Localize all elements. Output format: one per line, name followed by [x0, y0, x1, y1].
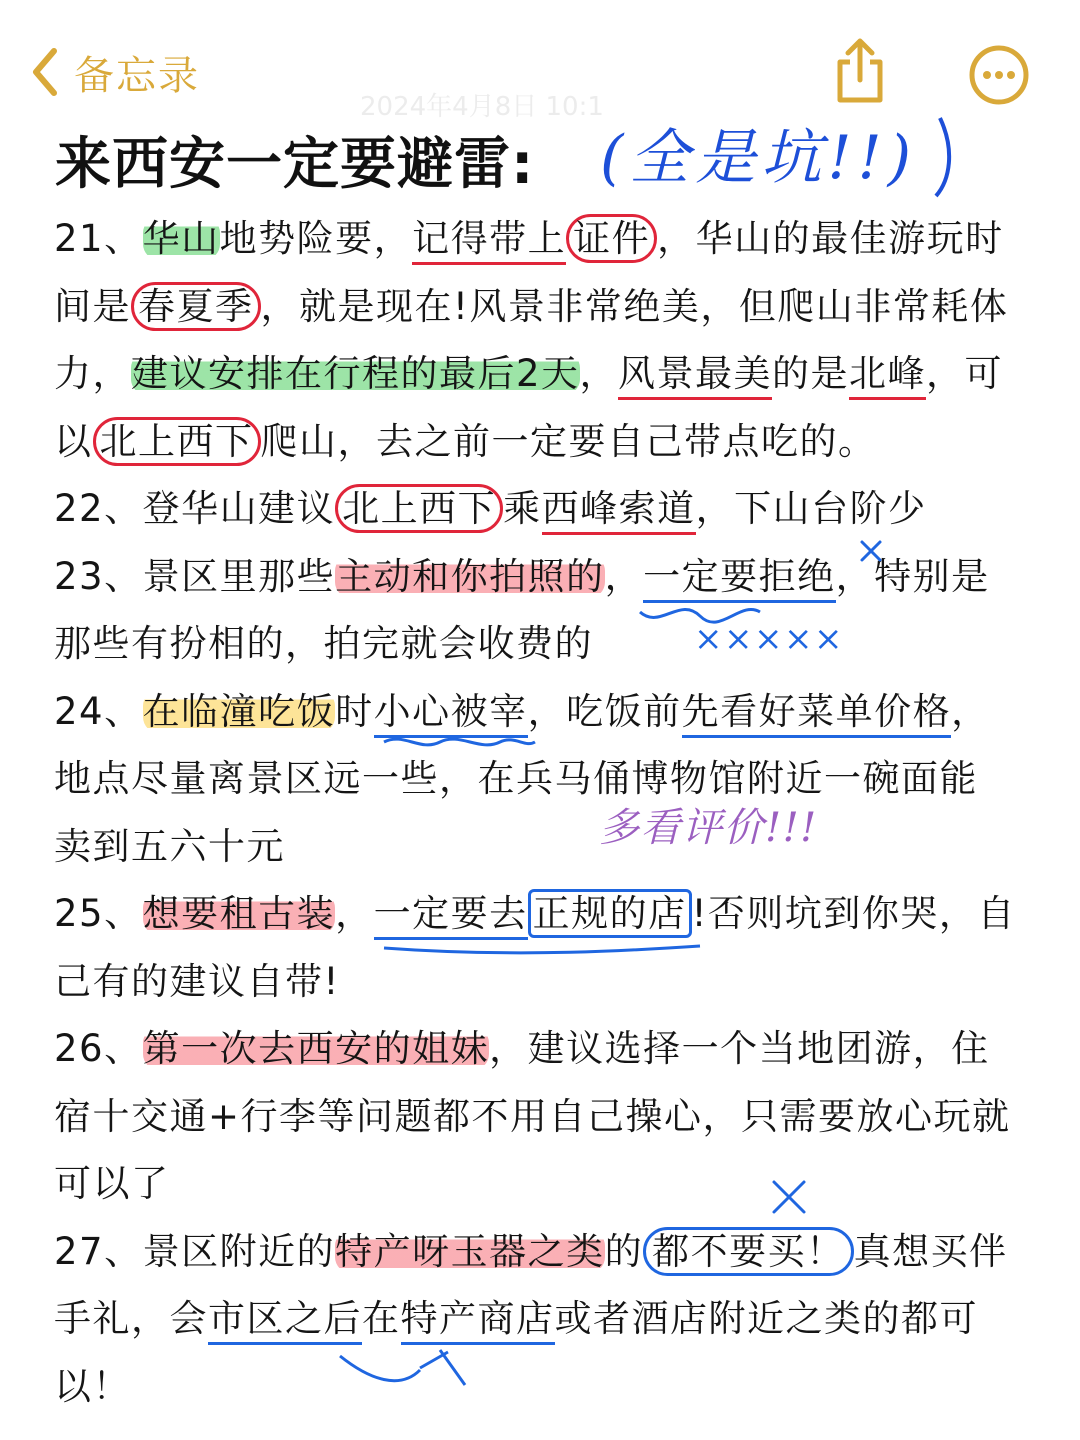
underline-blue: 小心被宰: [374, 690, 528, 738]
underline-red: 西峰索道: [542, 487, 696, 535]
note-line: 可以了: [54, 1162, 170, 1205]
note-line: 那些有扮相的，拍完就会收费的 ×××××: [54, 610, 1044, 678]
handwritten-title-note: (全是坑!!): [600, 123, 918, 193]
highlight-green: 华山: [142, 217, 220, 260]
note-line: 卖到五六十元 多看评价!!!: [54, 813, 1044, 881]
underline-red: 记得带上: [412, 217, 566, 265]
highlight-red: 特产呀玉器之类: [335, 1229, 605, 1273]
underline-red: 北峰: [849, 352, 926, 400]
underline-blue: 一定要去: [374, 892, 528, 940]
chevron-left-icon: [30, 47, 60, 97]
circle-red: 北上西下: [335, 484, 503, 533]
note-line: 以！: [54, 1364, 131, 1408]
note-line: 25、想要租古装，一定要去 正规的店 !否则坑到你哭，自: [54, 880, 1044, 948]
share-button[interactable]: [830, 36, 890, 104]
circle-red: 北上西下: [93, 417, 261, 466]
note-line: 24、在临潼吃饭时小心被宰，吃饭前先看好菜单价格，: [54, 678, 1044, 746]
note-title: 来西安一定要避雷:: [55, 132, 535, 197]
note-line: 宿十交通+行李等问题都不用自己操心，只需要放心玩就: [54, 1094, 1011, 1138]
back-button[interactable]: [30, 42, 200, 102]
underline-blue: 市区之后: [208, 1297, 362, 1345]
highlight-red: 想要租古装: [142, 892, 336, 935]
underline-blue: 一定要拒绝: [643, 555, 836, 603]
note-title-row: [55, 118, 534, 202]
highlight-yellow: 在临潼吃饭: [142, 689, 336, 733]
note-line: 26、第一次去西安的姐妹，建议选择一个当地团游，住: [54, 1027, 990, 1070]
more-icon: [968, 44, 1030, 106]
handwritten-review-note: 多看评价!!!: [599, 804, 818, 851]
note-line: 己有的建议自带!: [54, 959, 340, 1003]
note-line: 力，建议安排在行程的最后2天，风景最美的是北峰，可: [54, 340, 1044, 408]
share-icon: [830, 36, 890, 104]
underline-blue: 先看好菜单价格: [682, 690, 952, 738]
note-line: 27、景区附近的特产呀玉器之类的 都不要买！ 真想买伴: [54, 1218, 1044, 1286]
highlight-red: 主动和你拍照的: [335, 554, 605, 598]
handwritten-crosses: ×××××: [694, 619, 844, 659]
underline-blue: 特产商店: [401, 1297, 555, 1345]
title-paren-stroke: [936, 118, 949, 196]
note-line: 手礼，会市区之后在特产商店或者酒店附近之类的都可: [54, 1285, 1044, 1353]
more-options-button[interactable]: [968, 44, 1030, 106]
circle-blue: 都不要买！: [643, 1227, 854, 1276]
circle-red: 春夏季: [131, 282, 261, 331]
underline-red: 风景最美: [618, 352, 772, 400]
circle-red: 证件: [566, 214, 657, 263]
note-line: 间是 春夏季 ，就是现在!风景非常绝美，但爬山非常耗体: [54, 273, 1044, 341]
highlight-green: 建议安排在行程的最后2天: [131, 352, 580, 395]
note-line: 地点尽量离景区远一些，在兵马俑博物馆附近一碗面能: [54, 757, 978, 800]
note-line: 23、景区里那些主动和你拍照的，一定要拒绝，特别是: [54, 543, 1044, 611]
top-nav-bar: [0, 0, 1080, 120]
note-line: 以 北上西下 爬山，去之前一定要自己带点吃的。: [54, 408, 1044, 476]
back-label: 备忘录: [74, 52, 200, 99]
note-body[interactable]: [54, 205, 1044, 1420]
highlight-red: 第一次去西安的姐妹: [142, 1027, 490, 1070]
note-date: 2024年4月8日 10:1: [360, 92, 604, 122]
note-line: 22、登华山建议 北上西下 乘西峰索道，下山台阶少: [54, 475, 1044, 543]
note-line: 21、华山地势险要，记得带上 证件 ，华山的最佳游玩时: [54, 205, 1044, 273]
box-blue: 正规的店: [528, 889, 692, 938]
